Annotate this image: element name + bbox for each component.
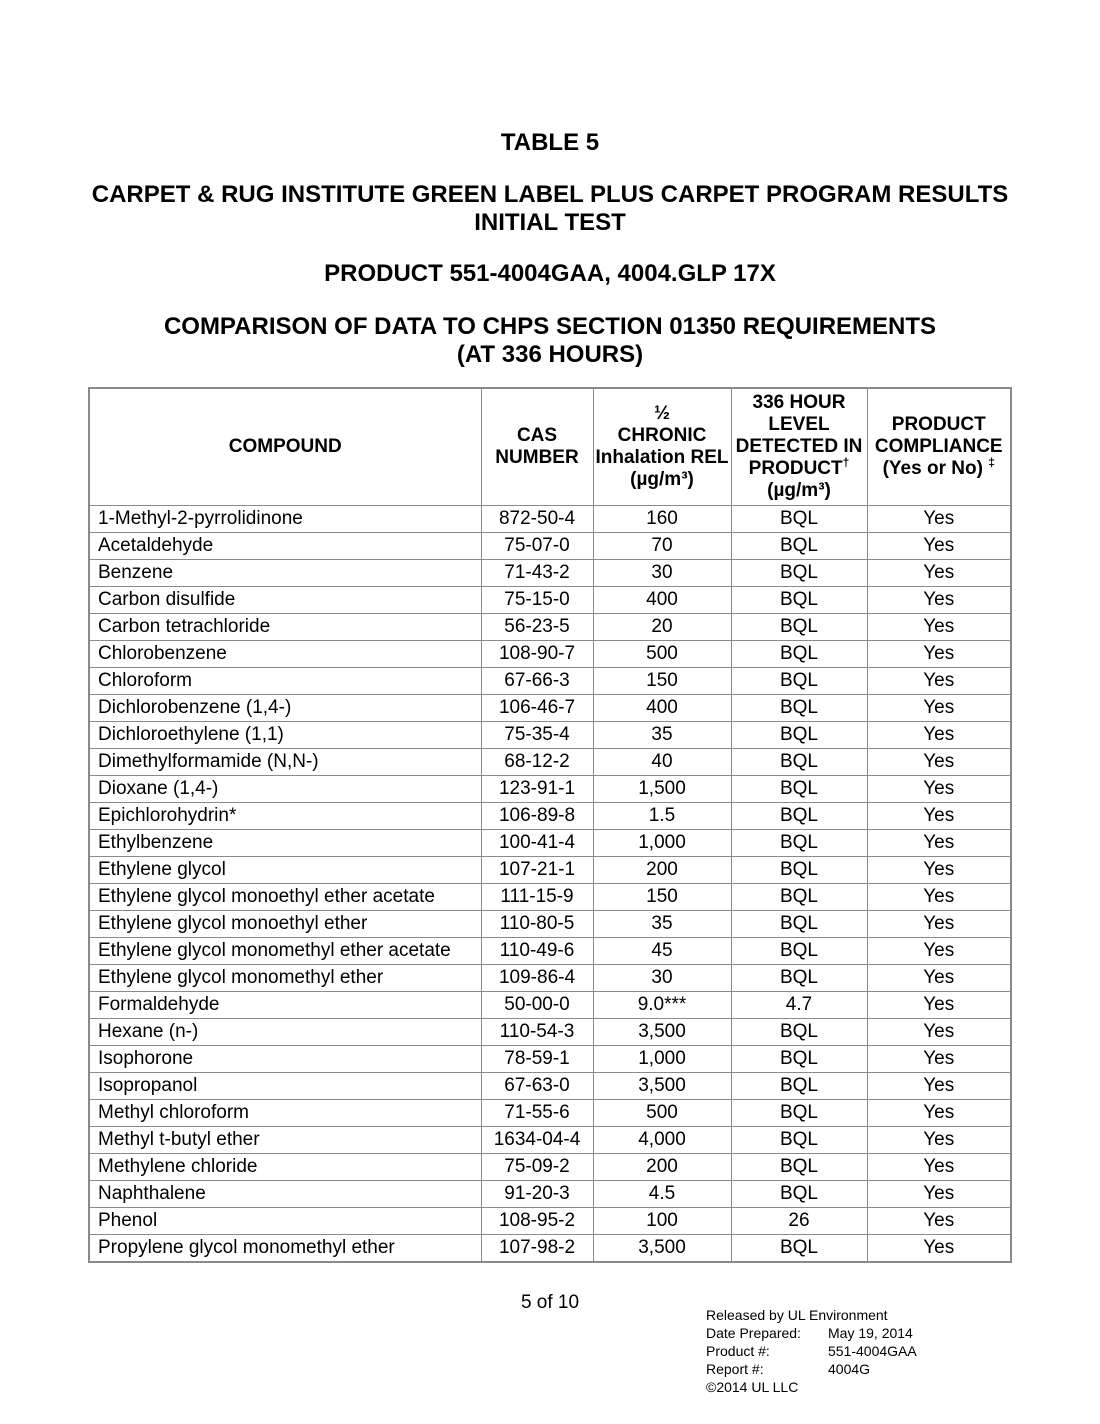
table-row: [89, 992, 1011, 1019]
rel-value-cell: 400: [593, 695, 731, 722]
cas-number-cell: 872-50-4: [481, 506, 593, 533]
table-row: [89, 722, 1011, 749]
cas-number-cell: 68-12-2: [481, 749, 593, 776]
cas-number-cell: 108-90-7: [481, 641, 593, 668]
rel-value-cell: 3,500: [593, 1073, 731, 1100]
table-row: [89, 1073, 1011, 1100]
header-level-line-3: DETECTED IN: [735, 436, 863, 457]
compliance-cell: Yes: [867, 1019, 1011, 1046]
table-row: [89, 884, 1011, 911]
header-rel-line-2: CHRONIC: [617, 425, 707, 446]
table-row: [89, 641, 1011, 668]
detected-level-cell: BQL: [731, 884, 867, 911]
compound-cell: Dichloroethylene (1,1): [89, 722, 481, 749]
detected-level-cell: BQL: [731, 1046, 867, 1073]
footer-product-line: [706, 1342, 917, 1360]
compound-cell: Ethylene glycol monomethyl ether acetate: [89, 938, 481, 965]
compound-cell: Acetaldehyde: [89, 533, 481, 560]
compound-cell: Methylene chloride: [89, 1154, 481, 1181]
table-row: [89, 911, 1011, 938]
compliance-cell: Yes: [867, 992, 1011, 1019]
table-row: [89, 560, 1011, 587]
cas-number-cell: 108-95-2: [481, 1208, 593, 1235]
rel-value-cell: 40: [593, 749, 731, 776]
cas-number-cell: 75-15-0: [481, 587, 593, 614]
compound-cell: Hexane (n-): [89, 1019, 481, 1046]
release-footer: [706, 1306, 917, 1396]
table-row: [89, 938, 1011, 965]
cas-number-cell: 111-15-9: [481, 884, 593, 911]
cas-number-cell: 123-91-1: [481, 776, 593, 803]
table-row: [89, 1181, 1011, 1208]
detected-level-cell: BQL: [731, 1235, 867, 1263]
table-row: [89, 857, 1011, 884]
table-row: [89, 668, 1011, 695]
cas-number-cell: 67-63-0: [481, 1073, 593, 1100]
cas-number-cell: 78-59-1: [481, 1046, 593, 1073]
header-compound-text: COMPOUND: [228, 436, 342, 457]
compound-cell: Dichlorobenzene (1,4-): [89, 695, 481, 722]
detected-level-cell: BQL: [731, 614, 867, 641]
cas-number-cell: 75-09-2: [481, 1154, 593, 1181]
rel-value-cell: 45: [593, 938, 731, 965]
detected-level-cell: BQL: [731, 695, 867, 722]
detected-level-cell: BQL: [731, 560, 867, 587]
header-rel-line-3: Inhalation REL: [595, 447, 729, 468]
table-row: [89, 1019, 1011, 1046]
compliance-cell: Yes: [867, 911, 1011, 938]
compound-cell: Phenol: [89, 1208, 481, 1235]
table-row: [89, 1046, 1011, 1073]
double-dagger-mark: ‡: [988, 455, 995, 470]
compliance-cell: Yes: [867, 776, 1011, 803]
header-comp-line-1: PRODUCT: [891, 414, 986, 435]
detected-level-cell: BQL: [731, 938, 867, 965]
rel-value-cell: 9.0***: [593, 992, 731, 1019]
header-comp-line-2: COMPLIANCE: [874, 436, 1003, 457]
table-row: [89, 965, 1011, 992]
header-level-line-1: 336 HOUR: [752, 392, 846, 413]
table-row: [89, 1208, 1011, 1235]
rel-value-cell: 30: [593, 560, 731, 587]
table-number: TABLE 5: [500, 129, 600, 156]
rel-value-cell: 400: [593, 587, 731, 614]
compound-cell: Methyl t-butyl ether: [89, 1127, 481, 1154]
cas-number-cell: 106-89-8: [481, 803, 593, 830]
compliance-cell: Yes: [867, 1154, 1011, 1181]
rel-value-cell: 35: [593, 722, 731, 749]
header-level-line-5: (µg/m³): [767, 480, 831, 501]
table-body: [89, 506, 1011, 1263]
rel-value-cell: 4.5: [593, 1181, 731, 1208]
header-level-line-2: LEVEL: [768, 414, 830, 435]
cas-number-cell: 110-54-3: [481, 1019, 593, 1046]
detected-level-cell: BQL: [731, 911, 867, 938]
compound-cell: Formaldehyde: [89, 992, 481, 1019]
footer-date-line: [706, 1324, 917, 1342]
rel-value-cell: 3,500: [593, 1235, 731, 1263]
cas-number-cell: 71-43-2: [481, 560, 593, 587]
compliance-cell: Yes: [867, 695, 1011, 722]
product-number-label: Product #:: [706, 1343, 770, 1359]
rel-value-cell: 1,500: [593, 776, 731, 803]
detected-level-cell: BQL: [731, 965, 867, 992]
detected-level-cell: BQL: [731, 830, 867, 857]
date-prepared-value: May 19, 2014: [828, 1325, 913, 1341]
compliance-cell: Yes: [867, 506, 1011, 533]
page-number: 5 of 10: [520, 1292, 580, 1313]
rel-value-cell: 500: [593, 641, 731, 668]
compound-cell: Isophorone: [89, 1046, 481, 1073]
compliance-cell: Yes: [867, 1181, 1011, 1208]
header-compound: [89, 388, 481, 506]
compound-cell: Ethylene glycol: [89, 857, 481, 884]
rel-value-cell: 1,000: [593, 830, 731, 857]
compound-cell: Methyl chloroform: [89, 1100, 481, 1127]
detected-level-cell: BQL: [731, 1073, 867, 1100]
header-level-line-4: [732, 455, 867, 480]
compound-cell: Epichlorohydrin*: [89, 803, 481, 830]
compliance-cell: Yes: [867, 614, 1011, 641]
detected-level-cell: 26: [731, 1208, 867, 1235]
compound-cell: Dimethylformamide (N,N-): [89, 749, 481, 776]
compliance-cell: Yes: [867, 1046, 1011, 1073]
detected-level-cell: BQL: [731, 1019, 867, 1046]
table-row: [89, 1235, 1011, 1263]
compliance-cell: Yes: [867, 1073, 1011, 1100]
detected-level-cell: BQL: [731, 1127, 867, 1154]
rel-value-cell: 1.5: [593, 803, 731, 830]
header-cas-line-2: NUMBER: [495, 447, 579, 468]
rel-value-cell: 35: [593, 911, 731, 938]
compound-cell: Ethylbenzene: [89, 830, 481, 857]
detected-level-cell: BQL: [731, 749, 867, 776]
cas-number-cell: 107-98-2: [481, 1235, 593, 1263]
cas-number-cell: 110-49-6: [481, 938, 593, 965]
header-row: [89, 388, 1011, 506]
product-number-value: 551-4004GAA: [828, 1343, 917, 1359]
compliance-cell: Yes: [867, 641, 1011, 668]
rel-value-cell: 160: [593, 506, 731, 533]
table-row: [89, 749, 1011, 776]
rel-value-cell: 3,500: [593, 1019, 731, 1046]
table-row: [89, 506, 1011, 533]
compliance-cell: Yes: [867, 884, 1011, 911]
compliance-cell: Yes: [867, 965, 1011, 992]
table-row: [89, 533, 1011, 560]
cas-number-cell: 1634-04-4: [481, 1127, 593, 1154]
compound-cell: Naphthalene: [89, 1181, 481, 1208]
compliance-cell: Yes: [867, 830, 1011, 857]
header-level-detected: [731, 388, 867, 506]
table-row: [89, 803, 1011, 830]
rel-value-cell: 200: [593, 857, 731, 884]
detected-level-cell: BQL: [731, 1154, 867, 1181]
header-comp-line-3: [868, 455, 1011, 480]
compliance-cell: Yes: [867, 1127, 1011, 1154]
rel-value-cell: 1,000: [593, 1046, 731, 1073]
header-product-compliance: [867, 388, 1011, 506]
compliance-cell: Yes: [867, 1208, 1011, 1235]
table-row: [89, 1154, 1011, 1181]
detected-level-cell: BQL: [731, 1181, 867, 1208]
rel-value-cell: 4,000: [593, 1127, 731, 1154]
cas-number-cell: 75-07-0: [481, 533, 593, 560]
detected-level-cell: BQL: [731, 803, 867, 830]
compound-cell: Chloroform: [89, 668, 481, 695]
report-title-line-1: CARPET & RUG INSTITUTE GREEN LABEL PLUS CARPET PROGRAM RESULTS: [91, 181, 1009, 208]
compliance-cell: Yes: [867, 1100, 1011, 1127]
table-row: [89, 830, 1011, 857]
table-row: [89, 614, 1011, 641]
comparison-heading-line-2: (AT 336 HOURS): [456, 341, 644, 368]
rel-value-cell: 20: [593, 614, 731, 641]
results-table: [88, 387, 1012, 1263]
compliance-cell: Yes: [867, 722, 1011, 749]
compound-cell: Carbon tetrachloride: [89, 614, 481, 641]
table-row: [89, 776, 1011, 803]
released-by: Released by UL Environment: [706, 1307, 888, 1323]
rel-value-cell: 200: [593, 1154, 731, 1181]
cas-number-cell: 110-80-5: [481, 911, 593, 938]
table-row: [89, 1127, 1011, 1154]
compliance-cell: Yes: [867, 803, 1011, 830]
rel-value-cell: 500: [593, 1100, 731, 1127]
compound-cell: Dioxane (1,4-): [89, 776, 481, 803]
report-number-value: 4004G: [828, 1361, 871, 1377]
compliance-cell: Yes: [867, 938, 1011, 965]
cas-number-cell: 50-00-0: [481, 992, 593, 1019]
compound-cell: Chlorobenzene: [89, 641, 481, 668]
compound-cell: Ethylene glycol monoethyl ether acetate: [89, 884, 481, 911]
rel-value-cell: 70: [593, 533, 731, 560]
product-heading: PRODUCT 551-4004GAA, 4004.GLP 17X: [324, 260, 776, 287]
report-number-label: Report #:: [706, 1361, 764, 1377]
detected-level-cell: BQL: [731, 857, 867, 884]
header-rel-line-1: ½: [654, 403, 670, 424]
compliance-cell: Yes: [867, 749, 1011, 776]
detected-level-cell: BQL: [731, 506, 867, 533]
table-row: [89, 1100, 1011, 1127]
cas-number-cell: 71-55-6: [481, 1100, 593, 1127]
detected-level-cell: BQL: [731, 1100, 867, 1127]
compound-cell: 1-Methyl-2-pyrrolidinone: [89, 506, 481, 533]
cas-number-cell: 109-86-4: [481, 965, 593, 992]
rel-value-cell: 150: [593, 884, 731, 911]
compound-cell: Ethylene glycol monoethyl ether: [89, 911, 481, 938]
header-rel-line-4: (µg/m³): [630, 469, 694, 490]
rel-value-cell: 100: [593, 1208, 731, 1235]
compliance-cell: Yes: [867, 857, 1011, 884]
detected-level-cell: 4.7: [731, 992, 867, 1019]
compliance-cell: Yes: [867, 533, 1011, 560]
compliance-cell: Yes: [867, 587, 1011, 614]
header-cas-number: [481, 388, 593, 506]
cas-number-cell: 56-23-5: [481, 614, 593, 641]
report-title-line-2: INITIAL TEST: [474, 209, 626, 236]
comparison-heading-line-1: COMPARISON OF DATA TO CHPS SECTION 01350 REQUIREMENTS: [163, 313, 937, 340]
compound-cell: Ethylene glycol monomethyl ether: [89, 965, 481, 992]
cas-number-cell: 100-41-4: [481, 830, 593, 857]
detected-level-cell: BQL: [731, 668, 867, 695]
cas-number-cell: 67-66-3: [481, 668, 593, 695]
header-cas-line-1: CAS: [516, 425, 558, 446]
compliance-cell: Yes: [867, 560, 1011, 587]
cas-number-cell: 107-21-1: [481, 857, 593, 884]
header-comp-line-3-text: (Yes or No): [882, 458, 983, 479]
detected-level-cell: BQL: [731, 722, 867, 749]
header-chronic-rel: [593, 388, 731, 506]
table-row: [89, 695, 1011, 722]
cas-number-cell: 75-35-4: [481, 722, 593, 749]
compliance-cell: Yes: [867, 668, 1011, 695]
dagger-mark: †: [842, 455, 850, 470]
table-row: [89, 587, 1011, 614]
detected-level-cell: BQL: [731, 587, 867, 614]
table-header: [89, 388, 1011, 506]
rel-value-cell: 150: [593, 668, 731, 695]
compliance-cell: Yes: [867, 1235, 1011, 1263]
date-prepared-label: Date Prepared:: [706, 1325, 801, 1341]
compound-cell: Propylene glycol monomethyl ether: [89, 1235, 481, 1263]
detected-level-cell: BQL: [731, 776, 867, 803]
footer-report-line: [706, 1360, 917, 1378]
cas-number-cell: 91-20-3: [481, 1181, 593, 1208]
cas-number-cell: 106-46-7: [481, 695, 593, 722]
detected-level-cell: BQL: [731, 641, 867, 668]
compound-cell: Carbon disulfide: [89, 587, 481, 614]
detected-level-cell: BQL: [731, 533, 867, 560]
copyright: ©2014 UL LLC: [706, 1379, 799, 1395]
compound-cell: Isopropanol: [89, 1073, 481, 1100]
rel-value-cell: 30: [593, 965, 731, 992]
header-level-line-4-text: PRODUCT: [748, 458, 843, 479]
compound-cell: Benzene: [89, 560, 481, 587]
